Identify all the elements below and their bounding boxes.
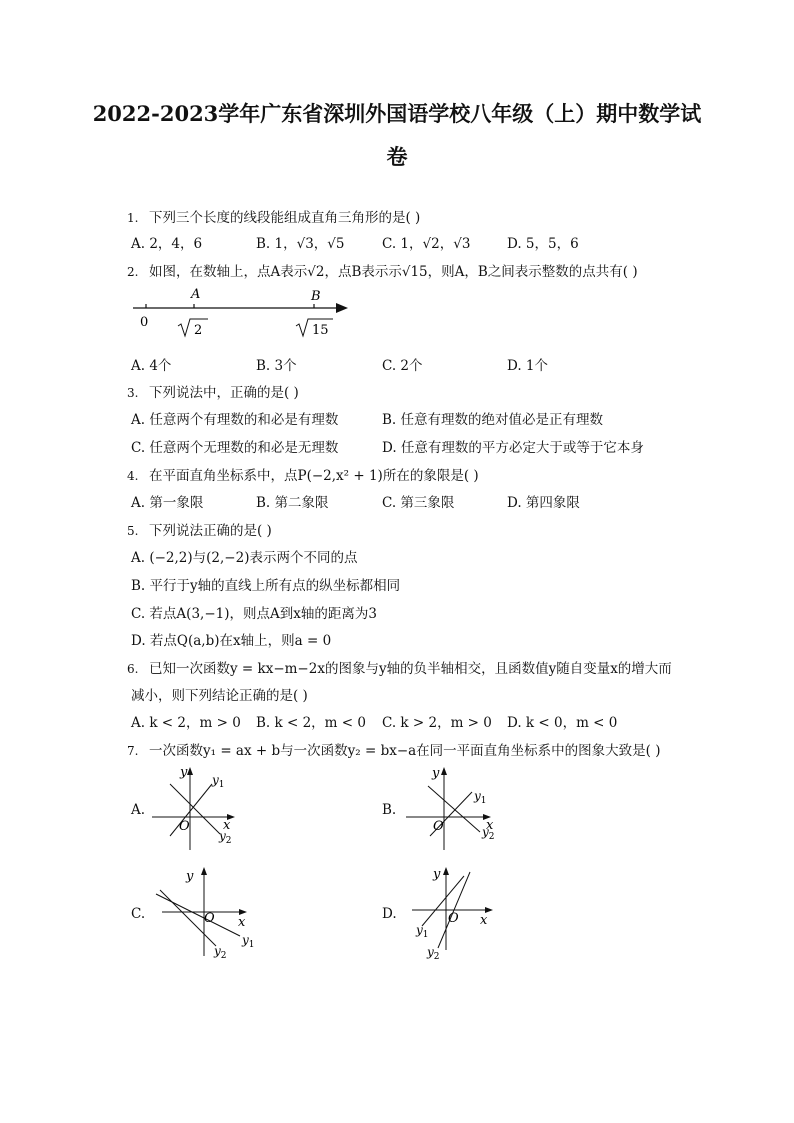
y2-label: $y_2$ <box>482 825 495 842</box>
question-3 <box>127 381 299 401</box>
question-4 <box>127 464 479 484</box>
page-title-cont: 卷 <box>386 144 408 169</box>
question-text: 一次函数y₁ = ax + b与一次函数y₂ = bx−a在同一平面直角坐标系中的图象大致是( ) <box>149 743 661 759</box>
axis-y-label: y <box>180 765 188 780</box>
question-text: 如图，在数轴上，点A表示√2，点B表示示√15，则A，B之间表示整数的点共有( ) <box>149 264 638 280</box>
q6-option-b: B. k < 2，m < 0 <box>256 715 366 731</box>
axis-y-label: y <box>433 867 441 882</box>
number-line-figure <box>128 284 358 344</box>
label-b: B <box>311 289 321 304</box>
sqrt-icon <box>178 319 208 336</box>
q3-option-a: A. 任意两个有理数的和必是有理数 <box>131 412 339 428</box>
y-arrow-icon <box>201 867 207 875</box>
q7-graph-b <box>402 762 502 854</box>
label-zero: 0 <box>140 315 149 330</box>
q5-option-d: D. 若点Q(a,b)在x轴上，则a = 0 <box>131 633 332 649</box>
q5-option-a: A. (−2,2)与(2,−2)表示两个不同的点 <box>131 550 358 566</box>
question-text: 下列说法中，正确的是( ) <box>149 385 299 401</box>
q4-option-d: D. 第四象限 <box>507 495 580 511</box>
axis-x-label: x <box>486 818 494 833</box>
y-arrow-icon <box>443 867 449 875</box>
axis-y-label: y <box>432 766 440 781</box>
root-b-value: 15 <box>312 323 329 338</box>
q1-option-c: C. 1，√2，√3 <box>382 236 471 252</box>
line-y1 <box>170 784 212 836</box>
y1-label: $y_1$ <box>242 933 255 950</box>
question-5 <box>127 519 272 539</box>
q7-option-d-label: D. <box>382 906 397 922</box>
label-a: A <box>191 287 201 302</box>
q6-option-d: D. k < 0，m < 0 <box>507 715 618 731</box>
q7-option-b-label: B. <box>382 802 397 818</box>
question-text: 下列说法正确的是( ) <box>149 523 272 539</box>
axis-x-label: x <box>480 913 488 928</box>
question-2 <box>127 260 638 280</box>
q5-option-c: C. 若点A(3,−1)，则点A到x轴的距离为3 <box>131 606 377 622</box>
origin-label: O <box>204 911 215 926</box>
page-title: 2022-2023学年广东省深圳外国语学校八年级（上）期中数学试 <box>92 101 702 126</box>
q1-option-b: B. 1，√3，√5 <box>256 236 345 252</box>
q3-option-b: B. 任意有理数的绝对值必是正有理数 <box>382 412 604 428</box>
question-text: 在平面直角坐标系中，点P(−2,x² + 1)所在的象限是( ) <box>149 468 479 484</box>
question-number: 2. <box>127 265 139 279</box>
line-y1 <box>156 894 240 936</box>
q2-option-d: D. 1个 <box>507 358 549 374</box>
y-arrow-icon <box>441 767 447 775</box>
question-number: 7. <box>127 744 139 758</box>
q7-option-c-label: C. <box>131 906 146 922</box>
axis-y-label: y <box>186 869 194 884</box>
q7-option-a-label: A. <box>131 802 146 818</box>
question-number: 5. <box>127 524 139 538</box>
y2-label: $y_2$ <box>427 945 440 962</box>
q2-option-c: C. 2个 <box>382 358 423 374</box>
q4-option-a: A. 第一象限 <box>131 495 204 511</box>
y-arrow-icon <box>187 767 193 775</box>
q7-graph-a <box>148 762 248 854</box>
question-number: 6. <box>127 662 139 676</box>
axis-x-label: x <box>238 915 246 930</box>
origin-label: O <box>433 819 444 834</box>
question-number: 1. <box>127 211 139 225</box>
origin-label: O <box>448 911 459 926</box>
question-number: 4. <box>127 469 139 483</box>
y1-label: $y_1$ <box>416 923 429 940</box>
question-text: 已知一次函数y = kx−m−2x的图象与y轴的负半轴相交，且函数值y随自变量x的增大而 <box>149 661 672 677</box>
q7-graph-d <box>402 862 502 962</box>
question-6-text-cont: 减小，则下列结论正确的是( ) <box>131 688 308 704</box>
q3-option-c: C. 任意两个无理数的和必是无理数 <box>131 440 339 456</box>
origin-label: O <box>179 819 190 834</box>
q4-option-b: B. 第二象限 <box>256 495 329 511</box>
y2-label: $y_2$ <box>219 829 232 846</box>
question-text: 下列三个长度的线段能组成直角三角形的是( ) <box>149 210 421 226</box>
question-number: 3. <box>127 386 139 400</box>
q6-option-a: A. k < 2，m > 0 <box>131 715 241 731</box>
q5-option-b: B. 平行于y轴的直线上所有点的纵坐标都相同 <box>131 578 401 594</box>
q3-option-d: D. 任意有理数的平方必定大于或等于它本身 <box>382 440 644 456</box>
q7-graph-c <box>148 862 268 962</box>
q4-option-c: C. 第三象限 <box>382 495 455 511</box>
q1-option-a: A. 2，4，6 <box>131 236 203 252</box>
y1-label: $y_1$ <box>212 773 225 790</box>
q6-option-c: C. k > 2，m > 0 <box>382 715 492 731</box>
root-a-value: 2 <box>194 323 203 338</box>
question-6 <box>127 657 672 677</box>
q1-option-d: D. 5，5，6 <box>507 236 579 252</box>
question-1 <box>127 206 420 226</box>
q2-option-a: A. 4个 <box>131 358 172 374</box>
axis-x-label: x <box>223 818 231 833</box>
q2-option-b: B. 3个 <box>256 358 297 374</box>
question-7 <box>127 739 661 759</box>
arrow-head-icon <box>336 303 348 313</box>
y1-label: $y_1$ <box>474 789 487 806</box>
y2-label: $y_2$ <box>214 944 227 961</box>
